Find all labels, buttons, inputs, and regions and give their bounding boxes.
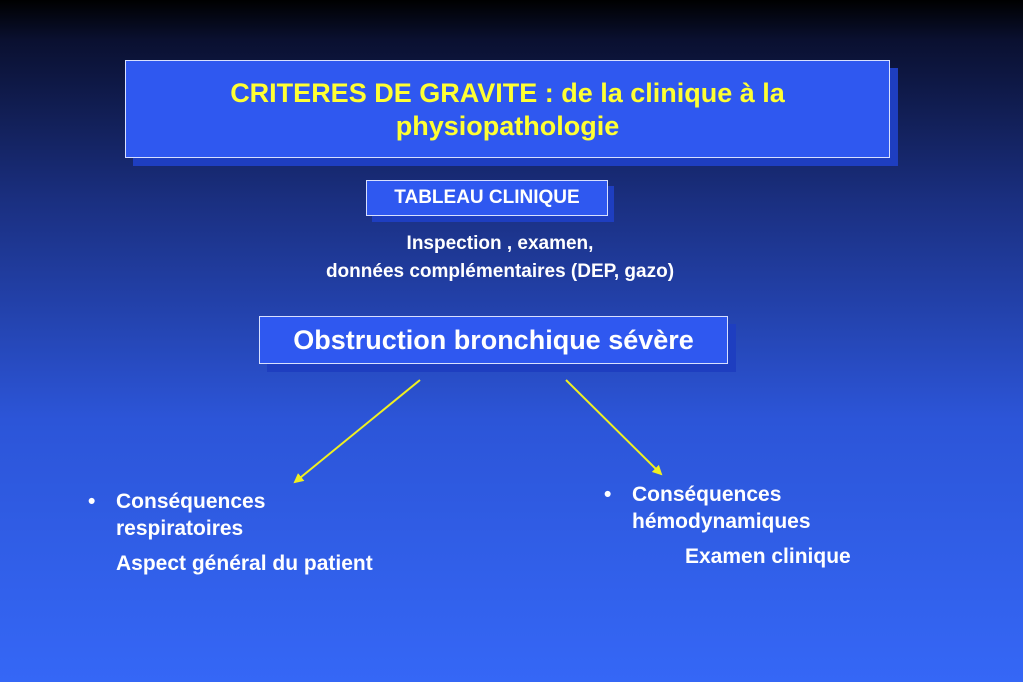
bullet-marker: • (604, 483, 612, 506)
tableau-clinique-label: TABLEAU CLINIQUE (394, 187, 580, 208)
right-bullet-text: Conséquences hémodynamiques (632, 483, 811, 533)
right-bullet (604, 481, 811, 535)
exam-line-1: Inspection , examen, (406, 233, 594, 254)
left-bullet-text: Conséquences respiratoires (116, 490, 266, 540)
obstruction-label: Obstruction bronchique sévère (293, 325, 694, 355)
left-bullet-sub: Aspect général du patient (116, 552, 373, 575)
right-bullet-sub: Examen clinique (685, 545, 851, 568)
bullet-marker: • (88, 490, 96, 513)
right-arrow (566, 380, 661, 474)
exam-line-2: données complémentaires (DEP, gazo) (325, 261, 675, 282)
left-arrow (295, 380, 420, 482)
left-bullet (88, 488, 265, 542)
slide-title: CRITERES DE GRAVITE : de la clinique à la physiopathologie (230, 78, 785, 141)
